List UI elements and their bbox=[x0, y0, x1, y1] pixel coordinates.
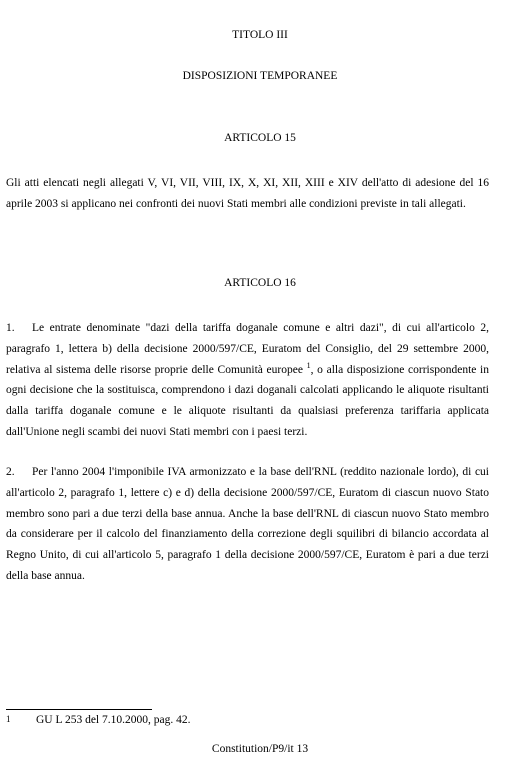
footnote-text: GU L 253 del 7.10.2000, pag. 42. bbox=[36, 714, 191, 726]
paragraph-2-text: Per l'anno 2004 l'imponibile IVA armonizzato e la base dell'RNL (reddito nazionale lordo), di cui all'articolo 2, paragrafo 1, lettere c) e d) della decisione 2000/597/CE, Euratom di ciascun nuovo Stato membro sono pari a due terzi della base annua. Anche la base dell'RNL di ciascun nuovo Stato membro da considerare per il calcolo del finanziamento della correzione degli squilibri di bilancio accordata al Regno Unito, di cui all'articolo 5, paragrafo 1 della decisione 2000/597/CE, Euratom è pari a due terzi della base annua. bbox=[6, 466, 489, 582]
paragraph-1-text-a: Le entrate denominate "dazi della tariffa doganale comune e altri dazi", di cui all'articolo 2, paragrafo 1, lettera b) della decisione 2000/597/CE, Euratom del Consiglio, del 29 settembre 2000, relativa al sistema delle risorse proprie delle Comunità europee bbox=[6, 322, 489, 376]
footnote bbox=[6, 714, 489, 726]
article-15-text: Gli atti elencati negli allegati V, VI, VII, VIII, IX, X, XI, XII, XIII e XIV dell'atto di adesione del 16 aprile 2003 si applicano nei confronti dei nuovi Stati membri alle condizioni previste in tali allegati. bbox=[6, 177, 489, 210]
paragraph-1-number: 1. bbox=[6, 322, 15, 334]
article-16-heading: ARTICOLO 16 bbox=[224, 277, 296, 289]
paragraph-2-number: 2. bbox=[6, 466, 15, 478]
paragraph-1-text-b: , o alla disposizione corrispondente in ogni decisione che la sostituisca, comprendono i dazi doganali calcolati applicando le aliquote risultanti dalla tariffa doganale comune e le aliquote risultanti da qualsiasi preferenza tariffaria applicata dall'Unione negli scambi dei nuovi Stati membri con i paesi terzi. bbox=[6, 363, 489, 438]
footnote-number: 1 bbox=[6, 714, 11, 724]
article-15-heading: ARTICOLO 15 bbox=[224, 132, 296, 144]
section-subtitle: DISPOSIZIONI TEMPORANEE bbox=[182, 70, 338, 82]
article-16-paragraph-2 bbox=[6, 462, 489, 587]
article-16-paragraph-1 bbox=[6, 318, 489, 443]
footnote-reference[interactable]: 1 bbox=[306, 360, 311, 370]
footnote-separator bbox=[6, 709, 152, 710]
page-footer: Constitution/P9/it 13 bbox=[211, 743, 309, 755]
title-heading: TITOLO III bbox=[232, 29, 288, 41]
